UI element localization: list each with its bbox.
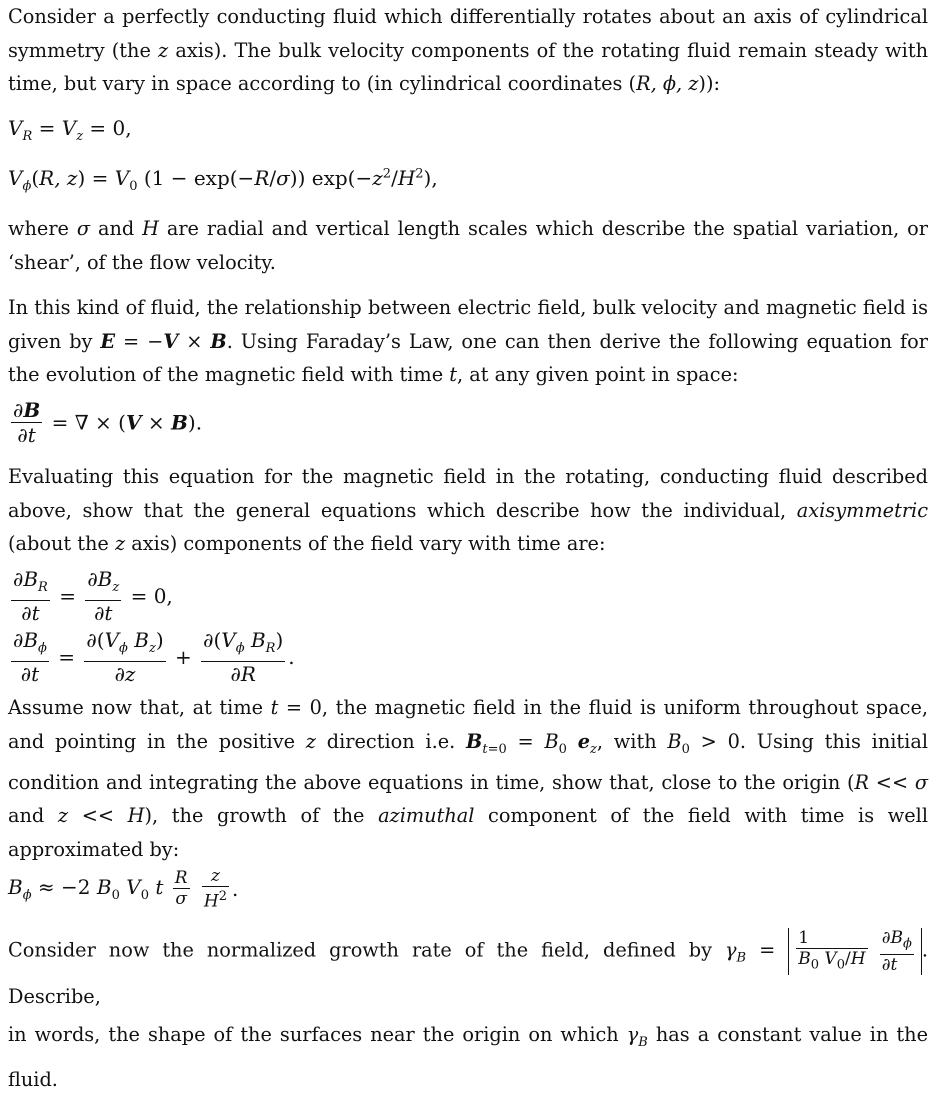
- paragraph-components: Evaluating this equation for the magnetic field in the rotating, conducting fluid described above, show that the general equations which describe how the individual, axisymmetric (about the z axis) components of the field vary with time are:: [8, 465, 928, 555]
- paragraph-growth-rate: Consider now the normalized growth rate of the field, defined by $\gamma_B$ = $\frac{1}{B_0 V_0/H}$ $\frac{\partial B_\phi}{\partial t}$ . Describe, in words, the shape of the surfaces near the origin on which $\gamma_B$ has a constant value in the fluid.: [8, 928, 928, 1092]
- growth-rate-expression: $\frac{1}{B_0 V_0/H}$ $\frac{\partial B_\phi}{\partial t}$: [788, 928, 922, 975]
- paragraph-intro: Consider a perfectly conducting fluid which differentially rotates about an axis of cylindrical symmetry (the z axis). The bulk velocity components of the rotating fluid remain steady with time, but vary in space according to (in cylindrical coordinates (R, ϕ, z)):: [8, 5, 928, 95]
- equation-bphi-approx: $B_\phi \approx -2$ $B_0$ $V_0$ t $\frac{R}{\sigma}$ $\frac{z}{H^2}$ .: [8, 866, 239, 912]
- paragraph-initial-condition: Assume now that, at time t = 0, the magnetic field in the fluid is uniform throughout space, and pointing in the positive z direction i.e. $B_{t=0} = B_0$ $e_z$, with $B_0 > 0$. Using this initial condition and integrating the above equations in time, show that, close to the origin (R << σ and z << H), the growth of the azimuthal component of the field with time is well approximated by:: [8, 696, 928, 861]
- equation-induction: $\frac{\partial B}{\partial t}$ = ∇ × (V × B).: [13, 398, 203, 447]
- equation-velocity-phi: $V_\phi(R$, $z) = V_0$ (1 − exp(−R/σ)) $\exp(-z^2/H^2)$,: [8, 166, 438, 194]
- equation-br-bz: $\frac{\partial B_R}{\partial t}$ = $\frac{\partial B_z}{\partial t}$ = 0,: [13, 567, 173, 625]
- equation-bphi: $\frac{\partial B_\phi}{\partial t}$ = $\frac{\partial(V_\phi B_z)}{\partial z}$ + $\frac{\partial(V_\phi B_R)}{\partial R}$ .: [13, 628, 295, 686]
- paragraph-faraday: In this kind of fluid, the relationship between electric field, bulk velocity and magnetic field is given by E = −V × B. Using Faraday’s Law, one can then derive the following equation for the evolution of the magnetic field with time t, at any given point in space:: [8, 296, 929, 386]
- equation-velocity-zero: $V_R = V_z = 0$,: [8, 116, 132, 144]
- paragraph-length-scales: where σ and H are radial and vertical length scales which describe the spatial variation, or ‘shear’, of the flow velocity.: [8, 217, 929, 274]
